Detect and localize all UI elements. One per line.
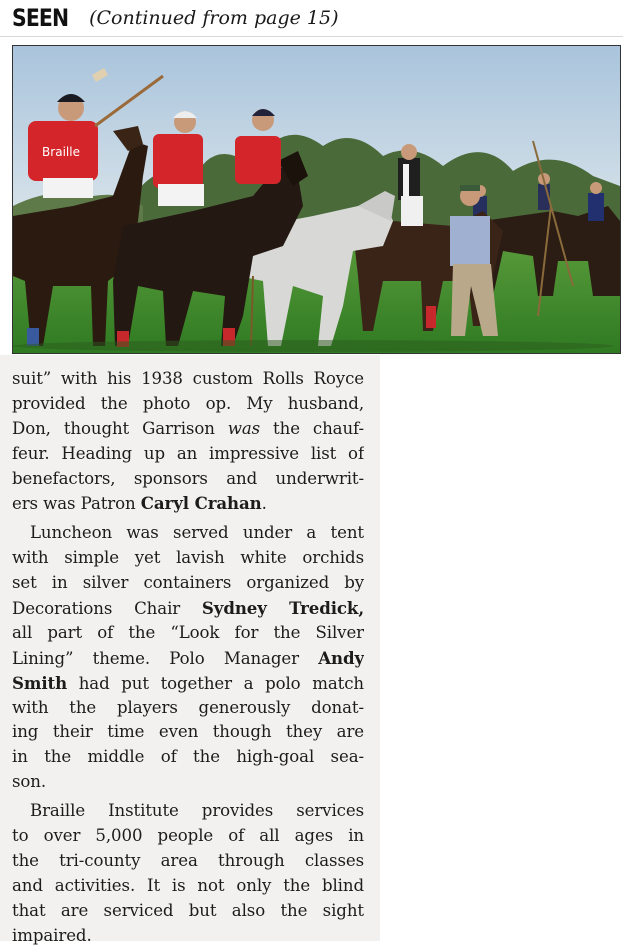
- text-line: feur. Heading up an impressive list of: [12, 443, 364, 463]
- text-line: Don, thought Garrison was the chauf-: [12, 418, 364, 438]
- text-line: set in silver containers organized by: [12, 573, 364, 593]
- text-line: in the middle of the high-goal sea-: [12, 747, 364, 767]
- text-line: provided the photo op. My husband,: [12, 393, 364, 413]
- polo-photo: [12, 45, 621, 354]
- text-line: the tri-county area through classes: [12, 850, 364, 870]
- text-line: with simple yet lavish white orchids: [12, 548, 364, 568]
- text-line: and activities. It is not only the blind: [12, 875, 364, 895]
- page-header: [12, 4, 339, 40]
- paragraph-2: [12, 521, 364, 795]
- text-line: impaired.: [12, 925, 92, 945]
- text-line: Luncheon was served under a tent: [30, 523, 364, 543]
- section-title: SEEN: [12, 4, 69, 32]
- paragraph-3: [12, 799, 364, 948]
- text-line: Lining” theme. Polo Manager Andy: [12, 647, 364, 668]
- text-line: that are serviced but also the sight: [12, 900, 364, 920]
- article-column: [12, 367, 364, 949]
- text-line: Decorations Chair Sydney Tredick,: [12, 598, 364, 619]
- continued-note: (Continued from page 15): [89, 7, 339, 29]
- text-line: Smith had put together a polo match: [12, 672, 364, 693]
- text-line: benefactors, sponsors and underwrit-: [12, 468, 364, 488]
- text-line: Braille Institute provides services: [30, 801, 364, 821]
- shirt-logo: Braille: [42, 145, 80, 159]
- header-rule: [0, 36, 623, 37]
- text-line: ing their time even though they are: [12, 722, 364, 742]
- text-line: to over 5,000 people of all ages in: [12, 826, 364, 846]
- article-body: [0, 355, 380, 945]
- paragraph-1: [12, 367, 364, 517]
- text-line: suit” with his 1938 custom Rolls Royce: [12, 369, 364, 388]
- text-line: ers was Patron Caryl Crahan.: [12, 493, 267, 514]
- text-line: son.: [12, 772, 47, 792]
- text-line: all part of the “Look for the Silver: [12, 622, 364, 642]
- text-line: with the players generously donat-: [12, 697, 364, 717]
